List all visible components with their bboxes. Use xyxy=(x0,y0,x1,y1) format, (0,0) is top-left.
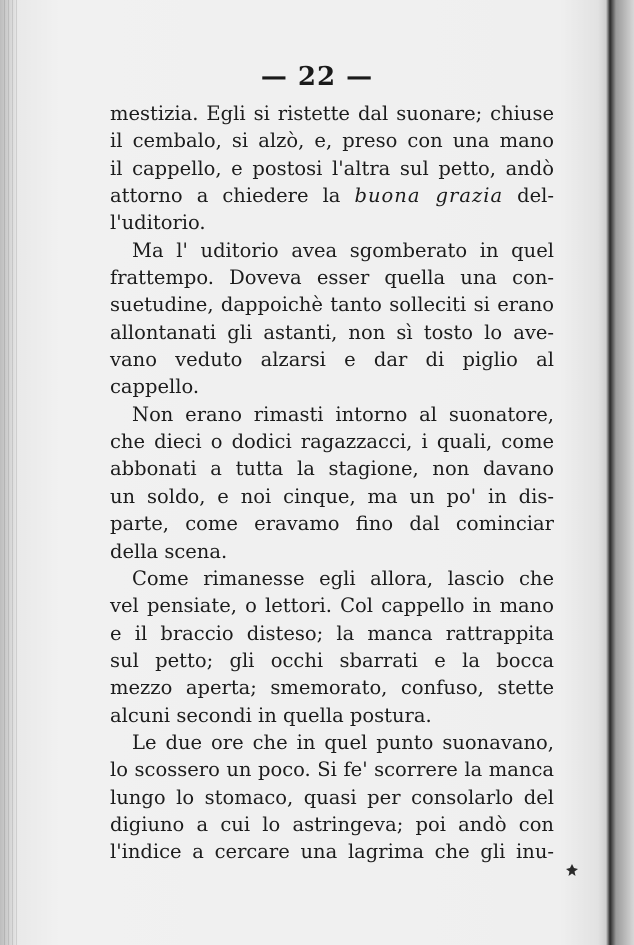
paragraph-start-line: Le due ore che in quel punto suonavano, xyxy=(132,730,554,754)
text-line: digiuno a cui lo astringeva; poi andò con xyxy=(110,812,554,836)
text-line: un soldo, e noi cinque, ma un po' in dis- xyxy=(110,484,554,508)
text-line: vel pensiate, o lettori. Col cappello in mano xyxy=(110,594,554,618)
text-line: il cembalo, si alzò, e, preso con una mano xyxy=(110,129,554,153)
text-line: della scena. xyxy=(110,539,228,563)
text-line: allontanati gli astanti, non sì tosto lo ave- xyxy=(110,320,554,344)
text-line: lo scossero un poco. Si fe' scorrere la manca xyxy=(110,758,554,782)
paragraph-start-line: Come rimanesse egli allora, lascio che xyxy=(132,566,554,590)
text-line: l'indice a cercare una lagrima che gli inu- xyxy=(110,840,554,864)
text-segment: attorno a chiedere la xyxy=(110,184,341,208)
text-line: frattempo. Doveva esser quella una con- xyxy=(110,266,554,290)
text-line: lungo lo stomaco, quasi per consolarlo del xyxy=(110,785,554,809)
text-line: che dieci o dodici ragazzacci, i quali, come xyxy=(110,430,554,454)
text-line: l'uditorio. xyxy=(110,211,206,235)
text-line: il cappello, e postosi l'altra sul petto, andò xyxy=(110,156,554,180)
text-line: mestizia. Egli si ristette dal suonare; chiuse xyxy=(110,102,554,125)
body-text xyxy=(110,100,554,866)
text-line: parte, come eravamo fino dal cominciar xyxy=(110,512,554,536)
text-segment: del- xyxy=(517,184,555,208)
text-line xyxy=(110,182,554,209)
text-line: abbonati a tutta la stagione, non davano xyxy=(110,457,554,481)
text-line: cappello. xyxy=(110,375,200,399)
text-line: suetudine, dappoichè tanto solleciti si erano xyxy=(110,293,554,317)
text-line: mezzo aperta; smemorato, confuso, stette xyxy=(110,676,554,700)
paragraph-start-line: Non erano rimasti intorno al suonatore, xyxy=(132,402,554,426)
text-line: sul petto; gli occhi sbarrati e la bocca xyxy=(110,648,554,672)
text-line: alcuni secondi in quella postura. xyxy=(110,703,432,727)
italic-phrase: buona grazia xyxy=(354,184,504,208)
ink-mark-icon xyxy=(565,863,579,877)
page-number: — 22 — xyxy=(260,62,374,92)
paragraph-start-line: Ma l' uditorio avea sgomberato in quel xyxy=(132,238,554,262)
text-line: vano veduto alzarsi e dar di piglio al xyxy=(110,348,554,372)
page-gutter xyxy=(4,0,18,945)
text-line: e il braccio disteso; la manca rattrappita xyxy=(110,621,554,645)
